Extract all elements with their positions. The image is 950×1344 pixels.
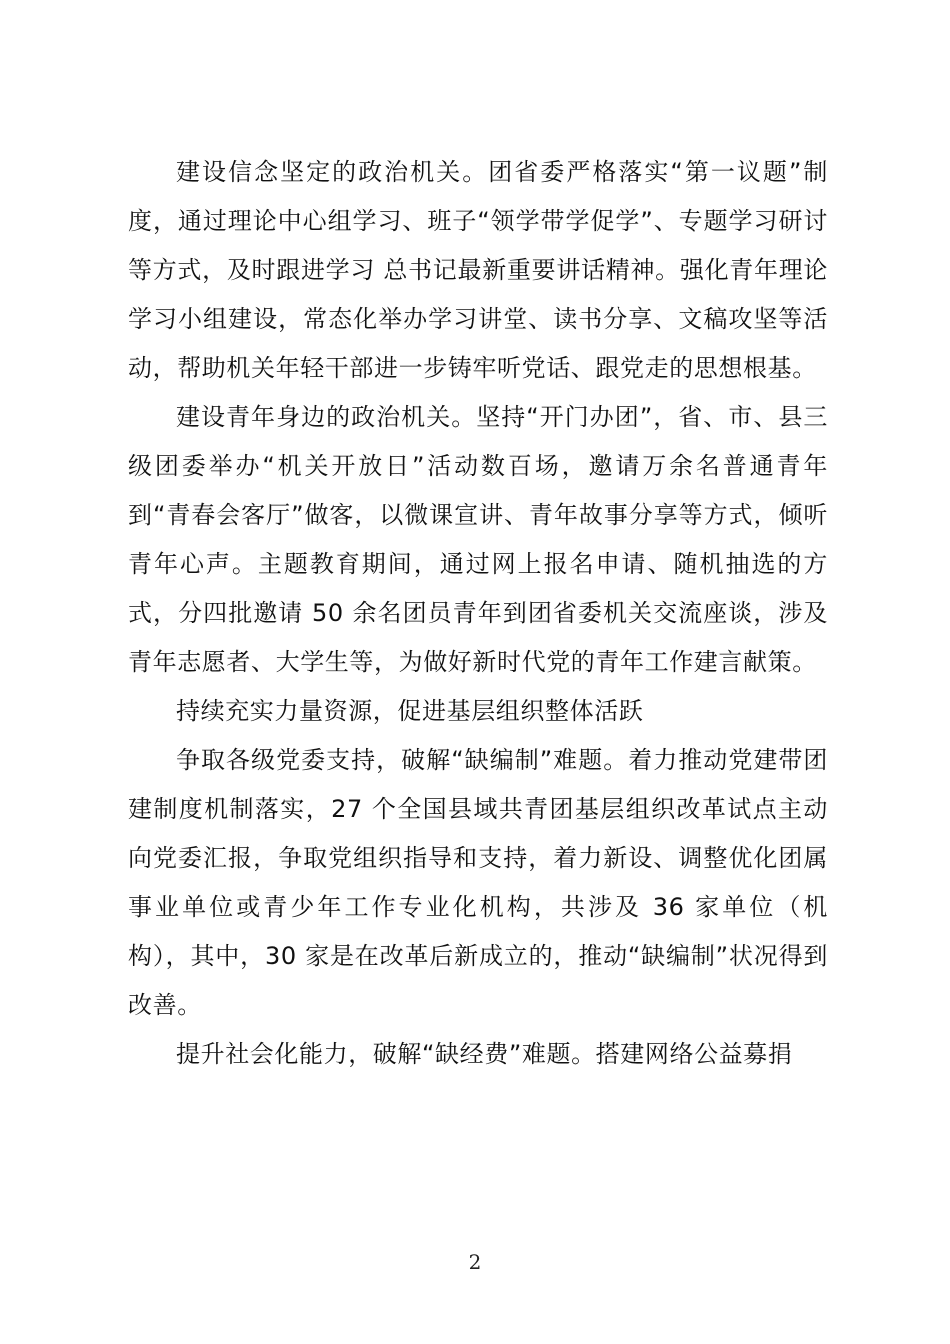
page-number: 2 [468, 1250, 482, 1274]
paragraph-political-organ-youth: 建设青年身边的政治机关。坚持“开门办团”，省、市、县三级团委举办“机关开放日”活动数百场，邀请万余名普通青年到“青春会客厅”做客，以微课宣讲、青年故事分享等方式，倾听青年心声。主题教育期间，通过网上报名申请、随机抽选的方式，分四批邀请 50 余名团员青年到团省委机关交流座谈，涉及青年志愿者、大学生等，为做好新时代党的青年工作建言献策。 [128, 403, 828, 676]
paragraph-staffing: 争取各级党委支持，破解“缺编制”难题。着力推动党建带团建制度机制落实，27 个全国县域共青团基层组织改革试点主动向党委汇报，争取党组织指导和支持，着力新设、调整优化团属事业单位或青少年工作专业化机构，共涉及 36 家单位（机构），其中，30 家是在改革后新成立的，推动“缺编制”状况得到改善。 [128, 746, 828, 1019]
document-body [128, 148, 828, 1079]
section-heading: 持续充实力量资源，促进基层组织整体活跃 [176, 697, 644, 725]
paragraph-funding: 提升社会化能力，破解“缺经费”难题。搭建网络公益募捐 [176, 1040, 793, 1068]
paragraph-political-organ-faith: 建设信念坚定的政治机关。团省委严格落实“第一议题”制度，通过理论中心组学习、班子“领学带学促学”、专题学习研讨等方式，及时跟进学习 总书记最新重要讲话精神。强化青年理论学习小组建设，常态化举办学习讲堂、读书分享、文稿攻坚等活动，帮助机关年轻干部进一步铸牢听党话、跟党走的思想根基。 [128, 158, 828, 382]
